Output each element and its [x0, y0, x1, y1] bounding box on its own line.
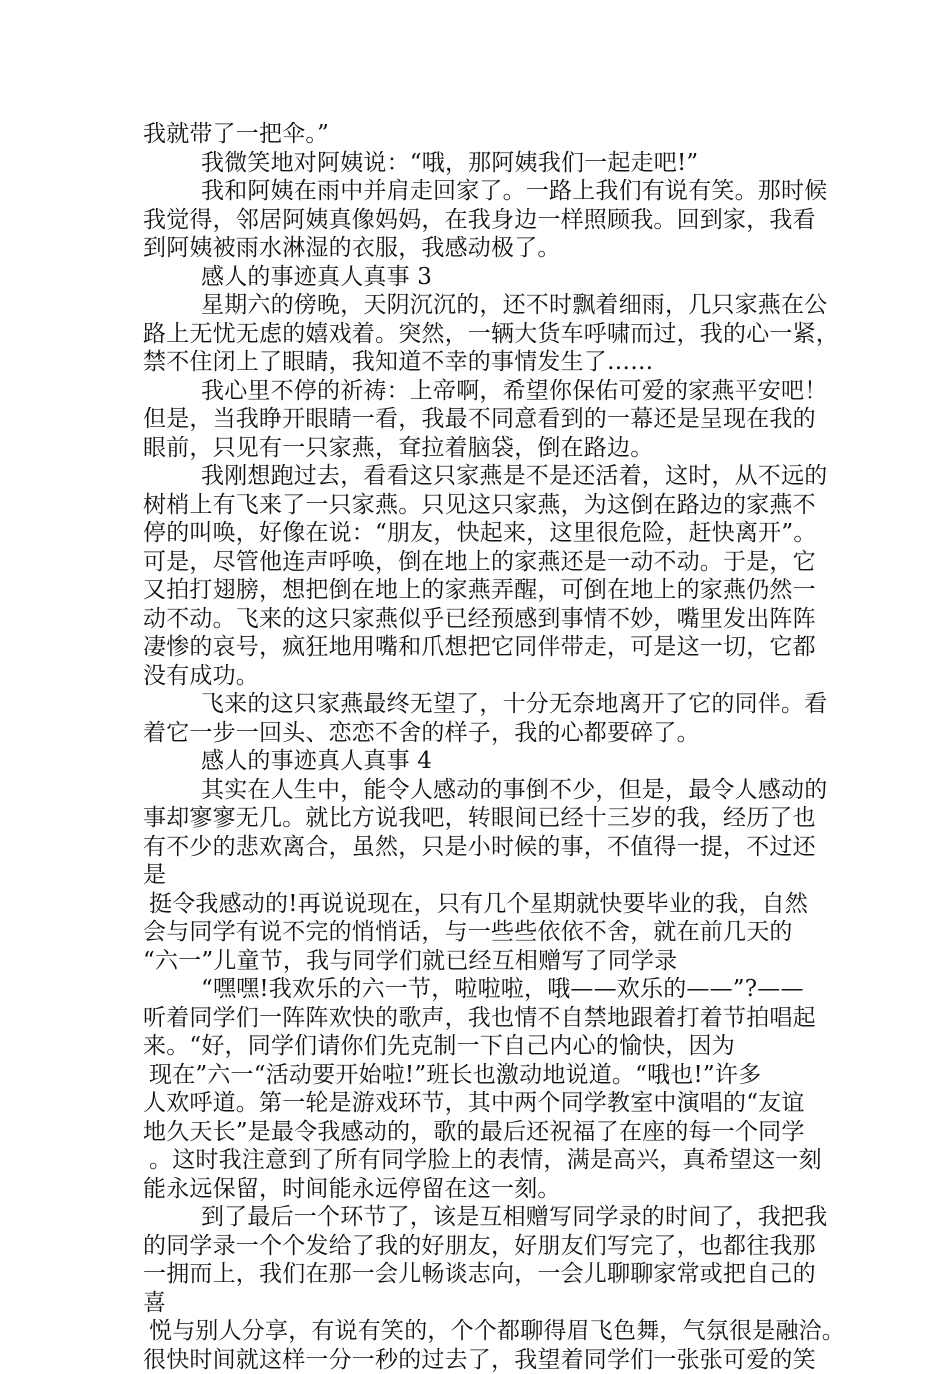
- text-line: 停的叫唤，好像在说：“朋友，快起来，这里很危险，赶快离开”。: [143, 519, 823, 548]
- text-line: 我微笑地对阿姨说：“哦，那阿姨我们一起走吧!”: [143, 149, 823, 178]
- text-line: 人欢呼道。第一轮是游戏环节，其中两个同学教室中演唱的“友谊: [143, 1089, 823, 1118]
- text-line: 我和阿姨在雨中并肩走回家了。一路上我们有说有笑。那时候: [143, 177, 823, 206]
- text-line: 地久天长”是最令我感动的，歌的最后还祝福了在座的每一个同学: [143, 1118, 823, 1147]
- text-line: 又拍打翅膀，想把倒在地上的家燕弄醒，可倒在地上的家燕仍然一: [143, 576, 823, 605]
- text-line: 听着同学们一阵阵欢快的歌声，我也情不自禁地跟着打着节拍唱起: [143, 1004, 823, 1033]
- text-line: 但是，当我睁开眼睛一看，我最不同意看到的一幕还是呈现在我的: [143, 405, 823, 434]
- text-line: 事却寥寥无几。就比方说我吧，转眼间已经十三岁的我，经历了也: [143, 804, 823, 833]
- text-line: 路上无忧无虑的嬉戏着。突然，一辆大货车呼啸而过，我的心一紧，: [143, 320, 823, 349]
- text-line: 喜: [143, 1289, 823, 1318]
- text-line: 没有成功。: [143, 662, 823, 691]
- text-line: 到了最后一个环节了，该是互相赠写同学录的时间了，我把我: [143, 1203, 823, 1232]
- text-line: 的同学录一个个发给了我的好朋友，好朋友们写完了，也都往我那: [143, 1232, 823, 1261]
- text-line: 眼前，只见有一只家燕，耷拉着脑袋，倒在路边。: [143, 434, 823, 463]
- section-heading: 感人的事迹真人真事 3: [143, 263, 823, 292]
- text-line: 到阿姨被雨水淋湿的衣服，我感动极了。: [143, 234, 823, 263]
- text-line: 可是，尽管他连声呼唤，倒在地上的家燕还是一动不动。于是，它: [143, 548, 823, 577]
- text-line: 树梢上有飞来了一只家燕。只见这只家燕，为这倒在路边的家燕不: [143, 491, 823, 520]
- text-line: 一拥而上，我们在那一会儿畅谈志向，一会儿聊聊家常或把自己的: [143, 1260, 823, 1289]
- text-line: 我就带了一把伞。”: [143, 120, 823, 149]
- section-heading: 感人的事迹真人真事 4: [143, 747, 823, 776]
- text-line: 。这时我注意到了所有同学脸上的表情，满是高兴，真希望这一刻: [143, 1146, 823, 1175]
- text-line: 凄惨的哀号，疯狂地用嘴和爪想把它同伴带走，可是这一切，它都: [143, 633, 823, 662]
- text-line: 禁不住闭上了眼睛，我知道不幸的事情发生了……: [143, 348, 823, 377]
- text-line: 现在”六一“活动要开始啦!”班长也激动地说道。“哦也!”许多: [143, 1061, 823, 1090]
- text-line: 我觉得，邻居阿姨真像妈妈，在我身边一样照顾我。回到家，我看: [143, 206, 823, 235]
- text-line: 我刚想跑过去，看看这只家燕是不是还活着，这时，从不远的: [143, 462, 823, 491]
- text-line: 有不少的悲欢离合，虽然，只是小时候的事，不值得一提，不过还: [143, 833, 823, 862]
- text-line: 着它一步一回头、恋恋不舍的样子，我的心都要碎了。: [143, 719, 823, 748]
- text-line: “六一”儿童节，我与同学们就已经互相赠写了同学录: [143, 947, 823, 976]
- text-line: 悦与别人分享，有说有笑的，个个都聊得眉飞色舞，气氛很是融洽。: [143, 1317, 823, 1346]
- text-line: 来。“好，同学们请你们先克制一下自己内心的愉快，因为: [143, 1032, 823, 1061]
- text-line: 其实在人生中，能令人感动的事倒不少，但是，最令人感动的: [143, 776, 823, 805]
- document-body: [143, 120, 823, 1374]
- text-line: 能永远保留，时间能永远停留在这一刻。: [143, 1175, 823, 1204]
- text-line: 星期六的傍晚，天阴沉沉的，还不时飘着细雨，几只家燕在公: [143, 291, 823, 320]
- text-line: 挺令我感动的!再说说现在，只有几个星期就快要毕业的我，自然: [143, 890, 823, 919]
- text-line: 飞来的这只家燕最终无望了，十分无奈地离开了它的同伴。看: [143, 690, 823, 719]
- text-line: 会与同学有说不完的悄悄话，与一些些依依不舍，就在前几天的: [143, 918, 823, 947]
- text-line: “嘿嘿!我欢乐的六一节，啦啦啦，哦——欢乐的——”?——: [143, 975, 823, 1004]
- text-line: 动不动。飞来的这只家燕似乎已经预感到事情不妙，嘴里发出阵阵: [143, 605, 823, 634]
- text-line: 我心里不停的祈祷：上帝啊，希望你保佑可爱的家燕平安吧！: [143, 377, 823, 406]
- text-line: 很快时间就这样一分一秒的过去了，我望着同学们一张张可爱的笑: [143, 1346, 823, 1374]
- text-line: 是: [143, 861, 823, 890]
